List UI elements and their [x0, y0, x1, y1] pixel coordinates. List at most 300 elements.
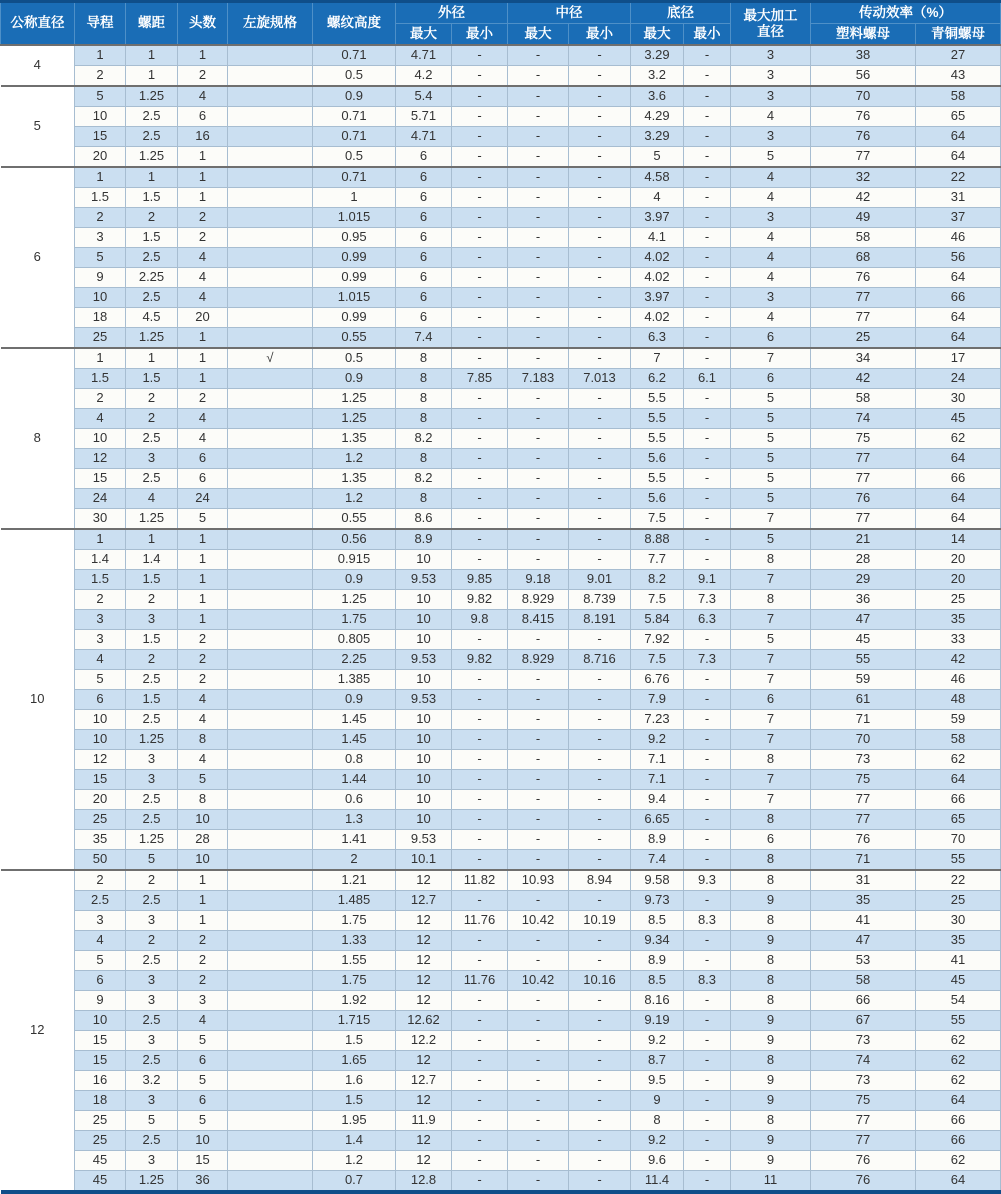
cell-starts: 4: [178, 268, 228, 288]
cell-thread-height: 0.99: [313, 308, 396, 328]
cell-eff-bronze: 64: [916, 1091, 1001, 1111]
header-left-hand-spec: 左旋规格: [228, 2, 313, 46]
cell-od-min: -: [452, 529, 508, 550]
cell-lead: 25: [75, 1131, 126, 1151]
cell-eff-plastic: 66: [811, 991, 916, 1011]
cell-max-machining: 9: [731, 891, 811, 911]
cell-max-machining: 8: [731, 810, 811, 830]
cell-rd-min: -: [684, 991, 731, 1011]
cell-left-hand: [228, 1171, 313, 1193]
spec-row: [1, 550, 1001, 570]
cell-left-hand: [228, 449, 313, 469]
cell-thread-height: 0.95: [313, 228, 396, 248]
cell-left-hand: [228, 610, 313, 630]
cell-eff-bronze: 14: [916, 529, 1001, 550]
cell-nominal-diameter: 5: [1, 86, 75, 167]
cell-starts: 16: [178, 127, 228, 147]
cell-pd-max: -: [508, 1071, 569, 1091]
cell-od-max: 10: [396, 790, 452, 810]
cell-pd-max: -: [508, 730, 569, 750]
cell-starts: 8: [178, 730, 228, 750]
cell-starts: 15: [178, 1151, 228, 1171]
cell-eff-bronze: 58: [916, 86, 1001, 107]
cell-rd-max: 7.4: [631, 850, 684, 871]
cell-pd-max: -: [508, 790, 569, 810]
cell-max-machining: 4: [731, 228, 811, 248]
cell-eff-bronze: 55: [916, 850, 1001, 871]
cell-rd-min: -: [684, 188, 731, 208]
cell-eff-bronze: 64: [916, 308, 1001, 328]
cell-left-hand: [228, 107, 313, 127]
cell-lead: 6: [75, 690, 126, 710]
cell-od-min: 11.76: [452, 911, 508, 931]
cell-eff-bronze: 62: [916, 429, 1001, 449]
cell-thread-height: 0.5: [313, 66, 396, 87]
cell-od-max: 6: [396, 268, 452, 288]
spec-row: [1, 1131, 1001, 1151]
cell-max-machining: 7: [731, 770, 811, 790]
header-max-machining-line1: 最大加工: [743, 7, 798, 23]
cell-left-hand: [228, 971, 313, 991]
cell-eff-plastic: 74: [811, 409, 916, 429]
cell-thread-height: 0.99: [313, 248, 396, 268]
table-body: [1, 45, 1001, 1192]
cell-eff-plastic: 77: [811, 308, 916, 328]
cell-eff-bronze: 55: [916, 1011, 1001, 1031]
header-max-machining-line2: 直径: [757, 23, 784, 39]
cell-thread-height: 1.45: [313, 730, 396, 750]
cell-od-min: -: [452, 710, 508, 730]
cell-starts: 2: [178, 66, 228, 87]
cell-pitch: 1.5: [126, 570, 178, 590]
cell-rd-min: -: [684, 449, 731, 469]
cell-eff-bronze: 62: [916, 1051, 1001, 1071]
cell-pitch: 1: [126, 529, 178, 550]
cell-od-min: -: [452, 489, 508, 509]
cell-lead: 10: [75, 107, 126, 127]
cell-od-min: -: [452, 288, 508, 308]
cell-od-min: -: [452, 45, 508, 66]
cell-left-hand: [228, 570, 313, 590]
cell-pd-min: -: [569, 710, 631, 730]
cell-pd-min: -: [569, 389, 631, 409]
spec-row: [1, 570, 1001, 590]
cell-od-min: -: [452, 670, 508, 690]
cell-rd-max: 8.88: [631, 529, 684, 550]
cell-starts: 4: [178, 409, 228, 429]
cell-rd-min: -: [684, 409, 731, 429]
cell-thread-height: 1.75: [313, 911, 396, 931]
cell-lead: 18: [75, 1091, 126, 1111]
cell-pd-min: -: [569, 670, 631, 690]
cell-max-machining: 11: [731, 1171, 811, 1193]
spec-row: [1, 770, 1001, 790]
cell-pitch: 2.5: [126, 891, 178, 911]
cell-starts: 4: [178, 1011, 228, 1031]
cell-pd-max: -: [508, 1011, 569, 1031]
cell-od-min: 9.8: [452, 610, 508, 630]
cell-left-hand: [228, 1011, 313, 1031]
cell-pd-min: -: [569, 509, 631, 530]
cell-thread-height: 1.33: [313, 931, 396, 951]
cell-max-machining: 7: [731, 570, 811, 590]
cell-thread-height: 1.2: [313, 449, 396, 469]
cell-rd-max: 3.2: [631, 66, 684, 87]
cell-thread-height: 0.7: [313, 1171, 396, 1193]
cell-thread-height: 1.25: [313, 409, 396, 429]
cell-pd-min: -: [569, 167, 631, 188]
cell-left-hand: [228, 850, 313, 871]
cell-pitch: 4.5: [126, 308, 178, 328]
cell-left-hand: [228, 590, 313, 610]
cell-eff-plastic: 77: [811, 1111, 916, 1131]
cell-left-hand: [228, 409, 313, 429]
cell-rd-min: -: [684, 1151, 731, 1171]
cell-eff-plastic: 21: [811, 529, 916, 550]
cell-pd-min: 8.191: [569, 610, 631, 630]
table-header: [1, 2, 1001, 46]
cell-pd-min: 7.013: [569, 369, 631, 389]
cell-max-machining: 5: [731, 409, 811, 429]
cell-lead: 6: [75, 971, 126, 991]
cell-eff-plastic: 61: [811, 690, 916, 710]
cell-od-max: 12: [396, 951, 452, 971]
cell-pitch: 1.5: [126, 369, 178, 389]
cell-od-min: -: [452, 690, 508, 710]
cell-lead: 4: [75, 409, 126, 429]
cell-left-hand: [228, 208, 313, 228]
cell-od-max: 8: [396, 489, 452, 509]
cell-pd-max: -: [508, 86, 569, 107]
cell-max-machining: 8: [731, 1111, 811, 1131]
cell-pd-min: -: [569, 489, 631, 509]
cell-lead: 5: [75, 86, 126, 107]
cell-rd-min: 6.3: [684, 610, 731, 630]
cell-od-max: 10: [396, 590, 452, 610]
cell-eff-bronze: 64: [916, 509, 1001, 530]
spec-row: [1, 1031, 1001, 1051]
cell-pd-max: -: [508, 429, 569, 449]
cell-rd-min: -: [684, 1071, 731, 1091]
cell-rd-min: -: [684, 630, 731, 650]
cell-lead: 2: [75, 870, 126, 891]
cell-eff-plastic: 28: [811, 550, 916, 570]
cell-rd-max: 9.34: [631, 931, 684, 951]
cell-od-min: -: [452, 1011, 508, 1031]
cell-eff-bronze: 64: [916, 147, 1001, 168]
cell-pd-min: 10.19: [569, 911, 631, 931]
cell-max-machining: 3: [731, 288, 811, 308]
cell-left-hand: [228, 550, 313, 570]
cell-eff-plastic: 25: [811, 328, 916, 349]
cell-lead: 1: [75, 45, 126, 66]
cell-thread-height: 1.41: [313, 830, 396, 850]
cell-eff-bronze: 46: [916, 228, 1001, 248]
cell-eff-plastic: 77: [811, 288, 916, 308]
spec-row: [1, 429, 1001, 449]
spec-row: [1, 870, 1001, 891]
cell-max-machining: 8: [731, 750, 811, 770]
cell-rd-min: -: [684, 670, 731, 690]
cell-starts: 1: [178, 529, 228, 550]
cell-pitch: 2.5: [126, 127, 178, 147]
cell-eff-plastic: 42: [811, 188, 916, 208]
spec-row: [1, 389, 1001, 409]
cell-left-hand: [228, 45, 313, 66]
cell-thread-height: 0.99: [313, 268, 396, 288]
cell-rd-min: -: [684, 1031, 731, 1051]
cell-pitch: 2.5: [126, 951, 178, 971]
cell-rd-min: -: [684, 1051, 731, 1071]
cell-rd-min: -: [684, 931, 731, 951]
cell-pd-min: -: [569, 107, 631, 127]
cell-thread-height: 0.6: [313, 790, 396, 810]
cell-rd-min: -: [684, 86, 731, 107]
cell-left-hand: [228, 810, 313, 830]
cell-pd-min: -: [569, 348, 631, 369]
cell-pd-max: -: [508, 1091, 569, 1111]
header-od-max: 最大: [396, 24, 452, 46]
cell-rd-max: 8.5: [631, 911, 684, 931]
cell-pd-max: -: [508, 1171, 569, 1193]
cell-eff-plastic: 45: [811, 630, 916, 650]
cell-max-machining: 7: [731, 348, 811, 369]
cell-lead: 2: [75, 590, 126, 610]
cell-rd-min: -: [684, 268, 731, 288]
cell-left-hand: [228, 328, 313, 349]
cell-pd-min: -: [569, 1031, 631, 1051]
cell-pitch: 1.5: [126, 630, 178, 650]
cell-lead: 15: [75, 1031, 126, 1051]
cell-rd-max: 7.92: [631, 630, 684, 650]
cell-eff-plastic: 77: [811, 790, 916, 810]
cell-rd-min: -: [684, 529, 731, 550]
cell-thread-height: 1: [313, 188, 396, 208]
cell-lead: 1.5: [75, 188, 126, 208]
cell-starts: 1: [178, 45, 228, 66]
cell-pd-min: -: [569, 127, 631, 147]
cell-pitch: 3.2: [126, 1071, 178, 1091]
spec-row: [1, 409, 1001, 429]
cell-pitch: 2: [126, 870, 178, 891]
cell-lead: 45: [75, 1171, 126, 1193]
cell-od-min: -: [452, 66, 508, 87]
cell-lead: 20: [75, 147, 126, 168]
cell-od-max: 12: [396, 1091, 452, 1111]
spec-row: [1, 931, 1001, 951]
cell-od-min: -: [452, 1171, 508, 1193]
cell-max-machining: 8: [731, 971, 811, 991]
spec-row: [1, 630, 1001, 650]
cell-rd-min: 9.3: [684, 870, 731, 891]
cell-pitch: 3: [126, 770, 178, 790]
cell-rd-max: 3.97: [631, 208, 684, 228]
cell-od-min: -: [452, 891, 508, 911]
cell-od-max: 12: [396, 911, 452, 931]
spec-row: [1, 730, 1001, 750]
cell-eff-plastic: 58: [811, 228, 916, 248]
cell-starts: 6: [178, 107, 228, 127]
cell-max-machining: 8: [731, 1051, 811, 1071]
cell-thread-height: 0.8: [313, 750, 396, 770]
cell-eff-bronze: 66: [916, 790, 1001, 810]
cell-od-max: 8.2: [396, 429, 452, 449]
cell-eff-bronze: 62: [916, 750, 1001, 770]
cell-thread-height: 1.2: [313, 1151, 396, 1171]
cell-max-machining: 8: [731, 850, 811, 871]
spec-row: [1, 1171, 1001, 1193]
spec-row: [1, 590, 1001, 610]
cell-pd-min: -: [569, 1171, 631, 1193]
cell-starts: 20: [178, 308, 228, 328]
cell-pd-min: -: [569, 850, 631, 871]
cell-rd-max: 7.9: [631, 690, 684, 710]
cell-max-machining: 7: [731, 670, 811, 690]
cell-rd-min: -: [684, 328, 731, 349]
cell-thread-height: 1.65: [313, 1051, 396, 1071]
cell-pd-max: -: [508, 991, 569, 1011]
cell-eff-bronze: 64: [916, 770, 1001, 790]
cell-nominal-diameter: 8: [1, 348, 75, 529]
cell-rd-max: 9.2: [631, 1131, 684, 1151]
cell-rd-max: 4.58: [631, 167, 684, 188]
cell-eff-plastic: 32: [811, 167, 916, 188]
cell-od-max: 5.4: [396, 86, 452, 107]
cell-rd-min: -: [684, 208, 731, 228]
cell-starts: 1: [178, 147, 228, 168]
cell-pd-min: -: [569, 86, 631, 107]
cell-left-hand: √: [228, 348, 313, 369]
cell-pd-min: -: [569, 770, 631, 790]
cell-rd-max: 5.6: [631, 449, 684, 469]
cell-left-hand: [228, 429, 313, 449]
cell-od-max: 4.2: [396, 66, 452, 87]
cell-rd-max: 7.23: [631, 710, 684, 730]
cell-lead: 25: [75, 1111, 126, 1131]
cell-rd-max: 3.6: [631, 86, 684, 107]
cell-rd-min: -: [684, 107, 731, 127]
cell-eff-bronze: 43: [916, 66, 1001, 87]
cell-starts: 4: [178, 750, 228, 770]
cell-od-min: -: [452, 228, 508, 248]
cell-od-max: 4.71: [396, 45, 452, 66]
cell-thread-height: 0.71: [313, 127, 396, 147]
cell-eff-bronze: 31: [916, 188, 1001, 208]
cell-rd-max: 9.58: [631, 870, 684, 891]
cell-rd-min: -: [684, 770, 731, 790]
cell-pitch: 2.5: [126, 670, 178, 690]
spec-row: [1, 1071, 1001, 1091]
spec-row: [1, 891, 1001, 911]
cell-od-min: -: [452, 1111, 508, 1131]
cell-left-hand: [228, 1151, 313, 1171]
cell-starts: 6: [178, 1051, 228, 1071]
cell-pd-max: -: [508, 509, 569, 530]
cell-od-min: -: [452, 409, 508, 429]
cell-pitch: 3: [126, 911, 178, 931]
cell-pitch: 1.25: [126, 1171, 178, 1193]
cell-pd-min: -: [569, 730, 631, 750]
header-bronze-nut: 青铜螺母: [916, 24, 1001, 46]
cell-pd-max: -: [508, 389, 569, 409]
cell-od-max: 10: [396, 550, 452, 570]
cell-lead: 2: [75, 208, 126, 228]
cell-lead: 4: [75, 650, 126, 670]
spec-row: [1, 348, 1001, 369]
cell-pd-min: -: [569, 268, 631, 288]
cell-rd-min: -: [684, 1111, 731, 1131]
cell-max-machining: 6: [731, 830, 811, 850]
cell-od-min: -: [452, 1031, 508, 1051]
cell-rd-min: -: [684, 850, 731, 871]
cell-eff-bronze: 62: [916, 1031, 1001, 1051]
cell-pitch: 2: [126, 931, 178, 951]
cell-rd-min: -: [684, 489, 731, 509]
cell-lead: 30: [75, 509, 126, 530]
cell-eff-plastic: 77: [811, 147, 916, 168]
spec-row: [1, 328, 1001, 349]
cell-od-min: -: [452, 268, 508, 288]
cell-od-min: -: [452, 86, 508, 107]
cell-rd-min: -: [684, 469, 731, 489]
cell-pd-max: -: [508, 770, 569, 790]
cell-rd-max: 3.97: [631, 288, 684, 308]
cell-od-max: 6: [396, 248, 452, 268]
cell-od-max: 12.8: [396, 1171, 452, 1193]
cell-pd-min: -: [569, 1051, 631, 1071]
cell-od-max: 12.2: [396, 1031, 452, 1051]
cell-lead: 9: [75, 991, 126, 1011]
cell-eff-bronze: 62: [916, 1151, 1001, 1171]
cell-od-max: 4.71: [396, 127, 452, 147]
cell-starts: 10: [178, 850, 228, 871]
cell-rd-max: 5.5: [631, 389, 684, 409]
cell-od-max: 10.1: [396, 850, 452, 871]
cell-eff-bronze: 42: [916, 650, 1001, 670]
cell-left-hand: [228, 469, 313, 489]
cell-od-min: -: [452, 810, 508, 830]
cell-lead: 1.5: [75, 369, 126, 389]
cell-max-machining: 9: [731, 931, 811, 951]
cell-od-max: 6: [396, 308, 452, 328]
cell-max-machining: 5: [731, 389, 811, 409]
spec-row: [1, 167, 1001, 188]
cell-left-hand: [228, 389, 313, 409]
cell-max-machining: 8: [731, 590, 811, 610]
cell-pitch: 1: [126, 66, 178, 87]
cell-pitch: 2.25: [126, 268, 178, 288]
cell-pd-max: -: [508, 348, 569, 369]
cell-rd-min: -: [684, 167, 731, 188]
cell-pd-max: -: [508, 328, 569, 349]
cell-thread-height: 0.9: [313, 570, 396, 590]
cell-max-machining: 9: [731, 1091, 811, 1111]
cell-eff-bronze: 24: [916, 369, 1001, 389]
cell-starts: 1: [178, 870, 228, 891]
cell-max-machining: 8: [731, 991, 811, 1011]
cell-od-min: -: [452, 1151, 508, 1171]
cell-pitch: 3: [126, 610, 178, 630]
cell-od-min: -: [452, 550, 508, 570]
cell-eff-bronze: 54: [916, 991, 1001, 1011]
cell-pd-max: 8.929: [508, 590, 569, 610]
cell-max-machining: 6: [731, 690, 811, 710]
cell-thread-height: 0.5: [313, 147, 396, 168]
cell-rd-min: -: [684, 790, 731, 810]
cell-left-hand: [228, 891, 313, 911]
cell-thread-height: 0.71: [313, 167, 396, 188]
cell-lead: 3: [75, 911, 126, 931]
